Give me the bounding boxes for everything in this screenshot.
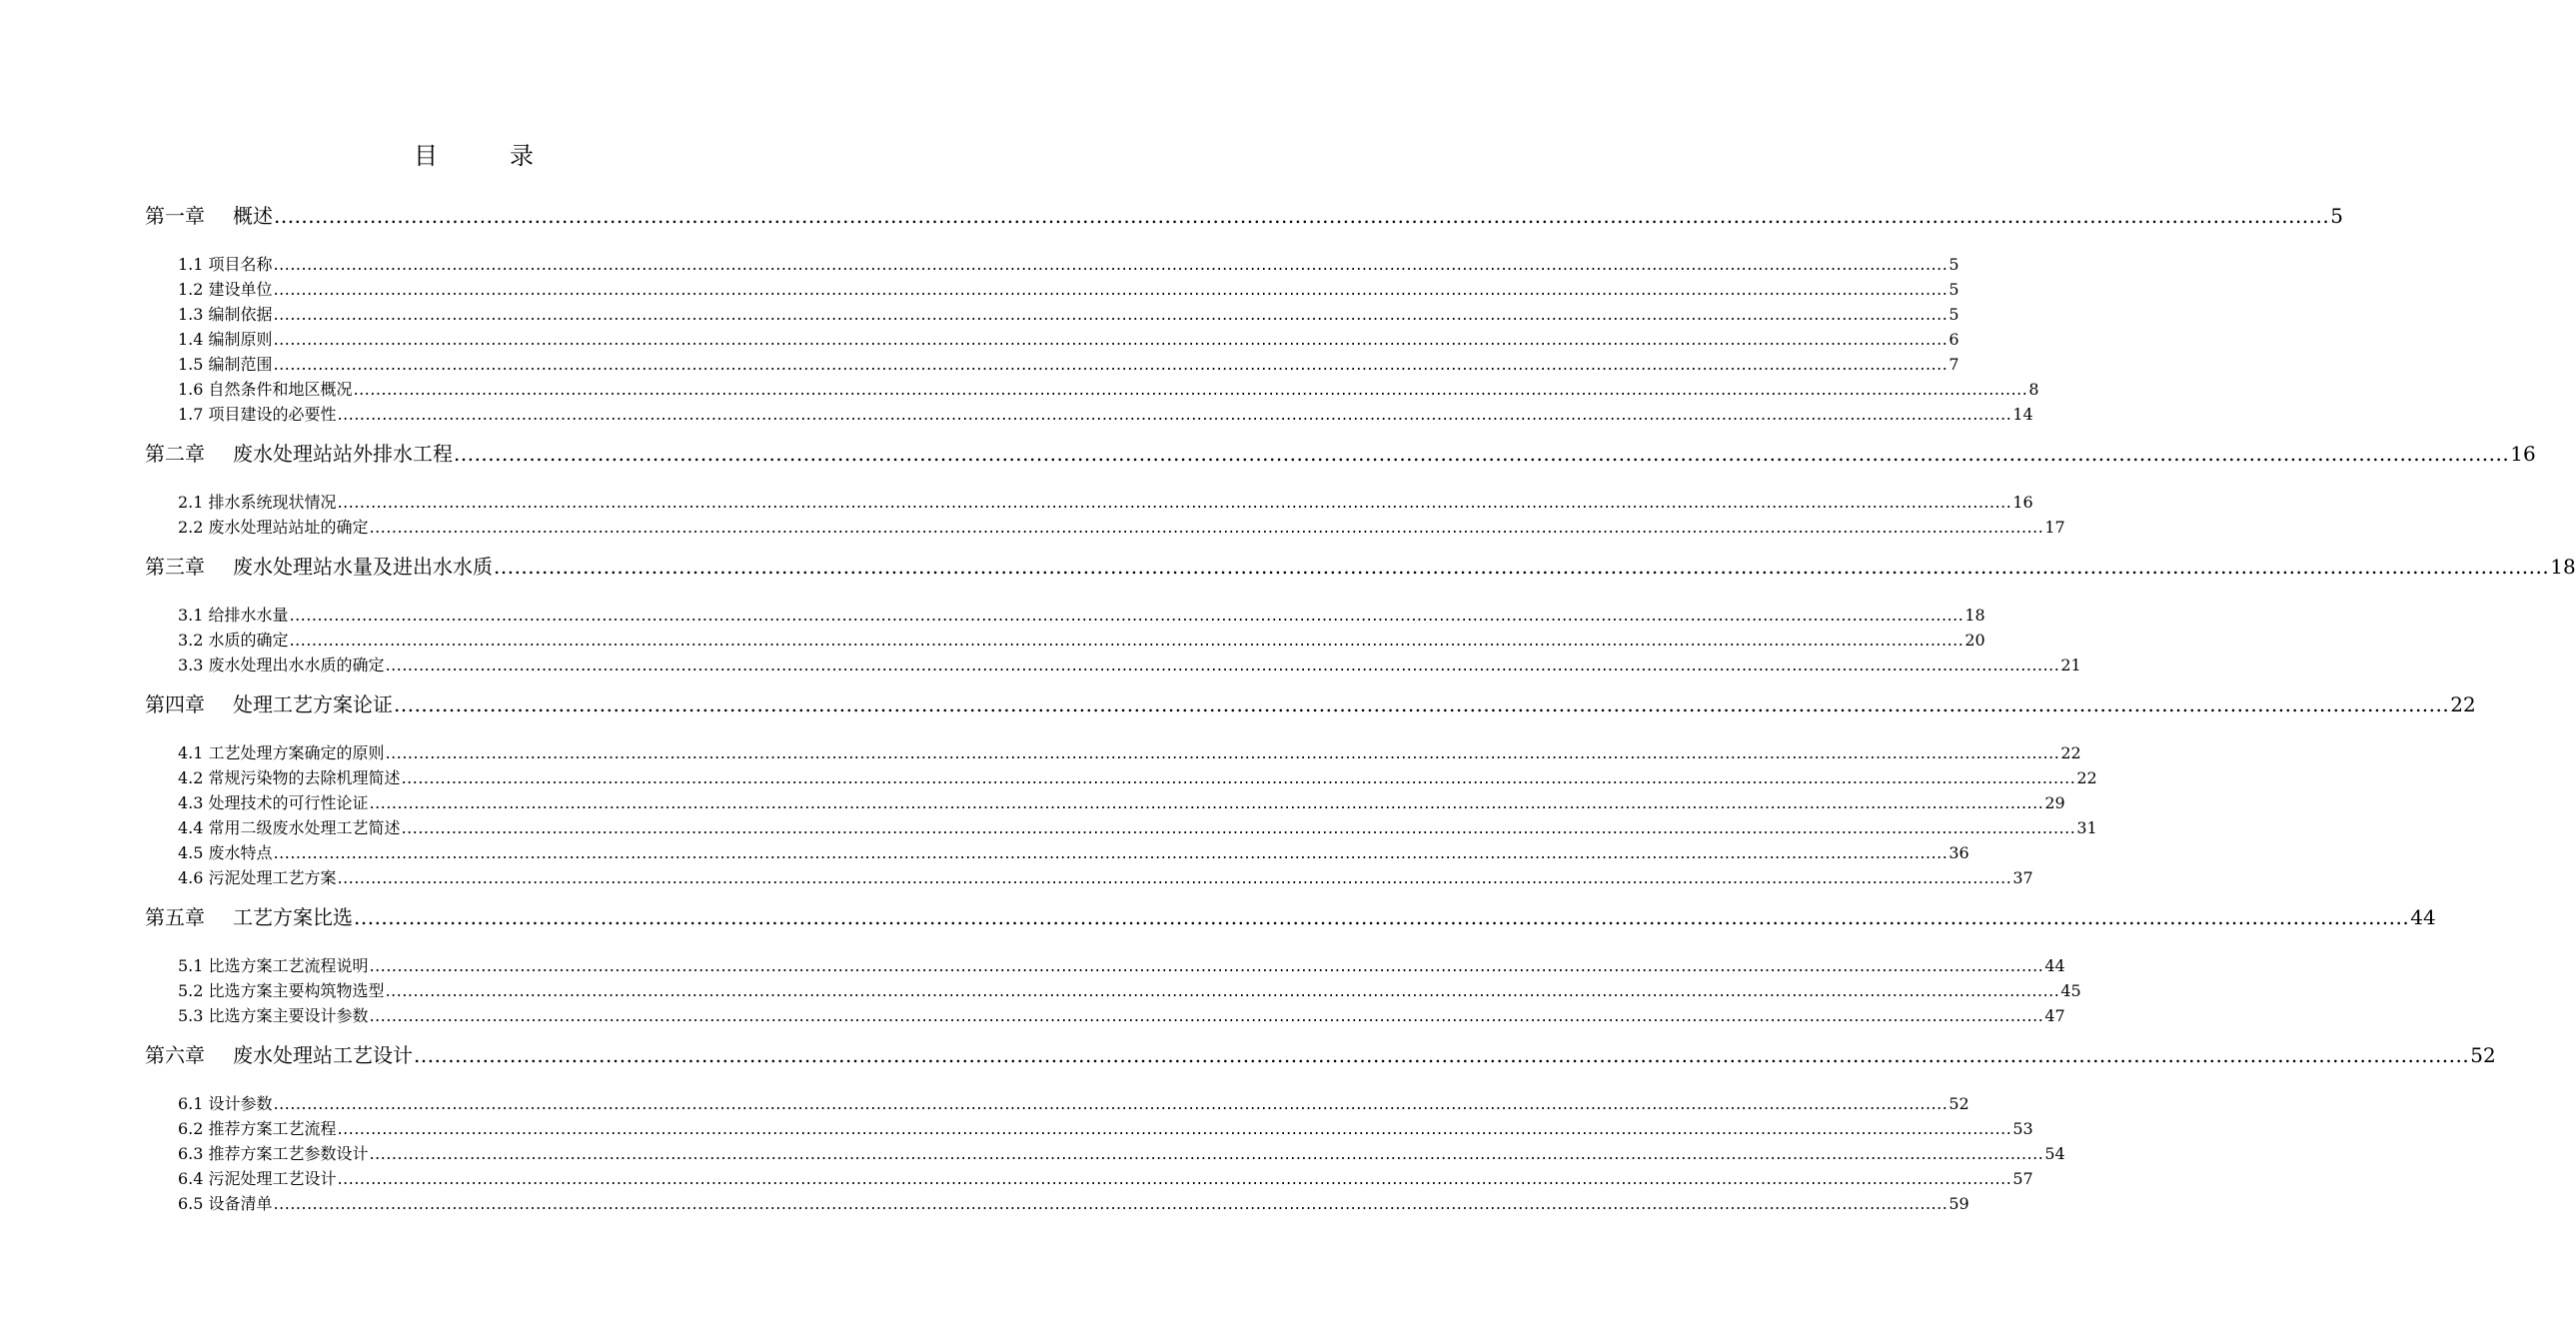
section-page-number: 5 <box>1948 280 1959 299</box>
dot-leader: ............................................................................................................................................................................................................................................................................................................ <box>401 768 2076 787</box>
section-title: 比选方案工艺流程说明 <box>208 956 369 975</box>
toc-section-entry[interactable] <box>178 277 1959 300</box>
section-page-number: 52 <box>1948 1094 1969 1113</box>
section-number: 6.4 <box>178 1169 204 1188</box>
section-number: 5.1 <box>178 956 204 975</box>
section-title: 污泥处理工艺方案 <box>208 868 337 887</box>
toc-section-entry[interactable] <box>178 1141 2065 1164</box>
section-title: 编制依据 <box>208 305 273 324</box>
dot-leader: ............................................................................................................................................................................................................................................................................................................ <box>369 518 2044 537</box>
section-label <box>178 865 337 888</box>
section-number: 4.5 <box>178 843 204 862</box>
section-page-number: 5 <box>1948 255 1959 274</box>
chapter-page-number: 52 <box>2470 1043 2496 1067</box>
dot-leader: ............................................................................................................................................................................................................................................................................................................ <box>369 1144 2044 1163</box>
section-page-number: 31 <box>2076 818 2097 837</box>
section-label <box>178 1116 337 1139</box>
section-label <box>178 277 273 300</box>
toc-chapter-entry[interactable] <box>145 688 2476 717</box>
section-label <box>178 252 273 275</box>
section-label <box>178 327 273 350</box>
toc-title: 目 录 <box>414 142 558 170</box>
toc-section-entry[interactable] <box>178 953 2065 976</box>
section-label <box>178 790 369 813</box>
toc-chapter-entry[interactable] <box>145 1039 2496 1068</box>
section-page-number: 20 <box>1964 631 1985 650</box>
section-number: 2.1 <box>178 493 204 512</box>
toc-section-entry[interactable] <box>178 840 1969 863</box>
chapter-page-number: 18 <box>2550 555 2576 579</box>
section-title: 推荐方案工艺流程 <box>208 1119 337 1138</box>
section-number: 6.1 <box>178 1094 204 1113</box>
section-number: 3.1 <box>178 606 204 625</box>
section-title: 排水系统现状情况 <box>208 493 337 512</box>
chapter-title: 废水处理站工艺设计 <box>233 1043 413 1067</box>
toc-section-entry[interactable] <box>178 815 2097 838</box>
section-number: 4.1 <box>178 743 204 762</box>
section-page-number: 47 <box>2044 1006 2065 1025</box>
toc-section-entry[interactable] <box>178 978 2081 1001</box>
section-page-number: 6 <box>1948 330 1959 349</box>
toc-chapter-entry[interactable] <box>145 901 2436 930</box>
section-label <box>178 377 353 400</box>
section-title: 设备清单 <box>208 1194 273 1213</box>
section-title: 废水处理站站址的确定 <box>208 518 369 537</box>
section-label <box>178 1003 369 1026</box>
toc-section-entry[interactable] <box>178 603 1985 626</box>
dot-leader: ............................................................................................................................................................................................................................................................................................................ <box>274 204 2330 228</box>
section-title: 废水特点 <box>208 843 273 862</box>
section-label <box>178 603 289 626</box>
chapter-label <box>145 1039 413 1068</box>
section-label <box>178 515 369 538</box>
section-title: 编制范围 <box>208 355 273 374</box>
section-page-number: 45 <box>2060 981 2081 1000</box>
section-page-number: 17 <box>2044 518 2065 537</box>
toc-section-entry[interactable] <box>178 653 2081 675</box>
section-label <box>178 490 337 513</box>
toc-section-entry[interactable] <box>178 1091 1969 1114</box>
chapter-page-number: 44 <box>2410 905 2436 929</box>
dot-leader: ............................................................................................................................................................................................................................................................................................................ <box>414 1043 2470 1067</box>
chapter-page-number: 16 <box>2510 442 2536 466</box>
chapter-title: 工艺方案比选 <box>233 905 353 929</box>
section-title: 处理技术的可行性论证 <box>208 793 369 812</box>
section-title: 推荐方案工艺参数设计 <box>208 1144 369 1163</box>
section-page-number: 36 <box>1948 843 1969 862</box>
section-label <box>178 402 337 425</box>
dot-leader: ............................................................................................................................................................................................................................................................................................................ <box>337 868 2012 887</box>
dot-leader: ............................................................................................................................................................................................................................................................................................................ <box>354 905 2410 929</box>
section-title: 比选方案主要设计参数 <box>208 1006 369 1025</box>
section-title: 废水处理出水水质的确定 <box>208 656 385 674</box>
chapter-label <box>145 901 353 930</box>
section-page-number: 37 <box>2012 868 2033 887</box>
dot-leader: ............................................................................................................................................................................................................................................................................................................ <box>385 656 2060 674</box>
section-title: 常用二级废水处理工艺简述 <box>208 818 401 837</box>
chapter-number: 第四章 <box>145 692 205 716</box>
toc-section-entry[interactable] <box>178 628 1985 651</box>
dot-leader: ............................................................................................................................................................................................................................................................................................................ <box>273 1194 1948 1213</box>
toc-section-entry[interactable] <box>178 1166 2033 1189</box>
section-page-number: 22 <box>2060 743 2081 762</box>
dot-leader: ............................................................................................................................................................................................................................................................................................................ <box>401 818 2076 837</box>
dot-leader: ............................................................................................................................................................................................................................................................................................................ <box>385 981 2060 1000</box>
section-page-number: 57 <box>2012 1169 2033 1188</box>
section-label <box>178 1166 337 1189</box>
section-title: 给排水水量 <box>208 606 289 625</box>
section-title: 常规污染物的去除机理简述 <box>208 768 401 787</box>
section-page-number: 14 <box>2012 405 2033 424</box>
section-number: 6.5 <box>178 1194 204 1213</box>
section-number: 6.3 <box>178 1144 204 1163</box>
section-page-number: 21 <box>2060 656 2081 674</box>
chapter-title: 概述 <box>233 204 273 228</box>
dot-leader: ............................................................................................................................................................................................................................................................................................................ <box>289 606 1964 625</box>
dot-leader: ............................................................................................................................................................................................................................................................................................................ <box>273 1094 1948 1113</box>
toc-section-entry[interactable] <box>178 865 2033 888</box>
section-number: 5.3 <box>178 1006 204 1025</box>
section-number: 4.6 <box>178 868 204 887</box>
dot-leader: ............................................................................................................................................................................................................................................................................................................ <box>494 555 2550 579</box>
dot-leader: ............................................................................................................................................................................................................................................................................................................ <box>369 793 2044 812</box>
dot-leader: ............................................................................................................................................................................................................................................................................................................ <box>273 843 1948 862</box>
chapter-number: 第三章 <box>145 555 205 579</box>
toc-section-entry[interactable] <box>178 302 1959 325</box>
section-title: 工艺处理方案确定的原则 <box>208 743 385 762</box>
chapter-title: 废水处理站站外排水工程 <box>233 442 453 466</box>
toc-section-entry[interactable] <box>178 402 2033 425</box>
section-page-number: 5 <box>1948 305 1959 324</box>
dot-leader: ............................................................................................................................................................................................................................................................................................................ <box>353 380 2028 399</box>
toc-section-entry[interactable] <box>178 790 2065 813</box>
section-label <box>178 653 385 675</box>
section-number: 4.3 <box>178 793 204 812</box>
toc-section-entry[interactable] <box>178 1116 2033 1139</box>
section-title: 编制原则 <box>208 330 273 349</box>
section-page-number: 54 <box>2044 1144 2065 1163</box>
section-label <box>178 815 401 838</box>
section-number: 2.2 <box>178 518 204 537</box>
toc-section-entry[interactable] <box>178 1003 2065 1026</box>
section-label <box>178 840 273 863</box>
chapter-number: 第五章 <box>145 905 205 929</box>
chapter-number: 第六章 <box>145 1043 205 1067</box>
section-title: 项目建设的必要性 <box>208 405 337 424</box>
dot-leader: ............................................................................................................................................................................................................................................................................................................ <box>273 355 1948 374</box>
section-label <box>178 953 369 976</box>
chapter-label <box>145 551 493 580</box>
section-number: 1.7 <box>178 405 204 424</box>
chapter-number: 第二章 <box>145 442 205 466</box>
dot-leader: ............................................................................................................................................................................................................................................................................................................ <box>454 442 2510 466</box>
toc-section-entry[interactable] <box>178 252 1959 275</box>
toc-section-entry[interactable] <box>178 740 2081 763</box>
section-title: 自然条件和地区概况 <box>208 380 353 399</box>
chapter-page-number: 5 <box>2330 204 2343 228</box>
chapter-label <box>145 688 393 717</box>
dot-leader: ............................................................................................................................................................................................................................................................................................................ <box>273 280 1948 299</box>
section-number: 1.3 <box>178 305 204 324</box>
section-title: 设计参数 <box>208 1094 273 1113</box>
section-label <box>178 1091 273 1114</box>
chapter-title: 处理工艺方案论证 <box>233 692 393 716</box>
toc-section-entry[interactable] <box>178 377 2039 400</box>
section-page-number: 22 <box>2076 768 2097 787</box>
chapter-page-number: 22 <box>2450 692 2476 716</box>
section-number: 1.6 <box>178 380 204 399</box>
section-page-number: 44 <box>2044 956 2065 975</box>
section-title: 污泥处理工艺设计 <box>208 1169 337 1188</box>
toc-section-entry[interactable] <box>178 490 2033 513</box>
section-number: 1.5 <box>178 355 204 374</box>
section-title: 比选方案主要构筑物选型 <box>208 981 385 1000</box>
toc-chapter-entry[interactable] <box>145 200 2343 229</box>
section-title: 建设单位 <box>208 280 273 299</box>
dot-leader: ............................................................................................................................................................................................................................................................................................................ <box>369 956 2044 975</box>
toc-section-entry[interactable] <box>178 327 1959 350</box>
section-label <box>178 765 401 788</box>
section-number: 5.2 <box>178 981 204 1000</box>
dot-leader: ............................................................................................................................................................................................................................................................................................................ <box>337 1169 2012 1188</box>
section-title: 水质的确定 <box>208 631 289 650</box>
section-title: 项目名称 <box>208 255 273 274</box>
dot-leader: ............................................................................................................................................................................................................................................................................................................ <box>289 631 1964 650</box>
section-number: 1.2 <box>178 280 204 299</box>
dot-leader: ............................................................................................................................................................................................................................................................................................................ <box>273 330 1948 349</box>
section-page-number: 53 <box>2012 1119 2033 1138</box>
section-page-number: 59 <box>1948 1194 1969 1213</box>
section-number: 3.2 <box>178 631 204 650</box>
section-page-number: 8 <box>2028 380 2039 399</box>
dot-leader: ............................................................................................................................................................................................................................................................................................................ <box>337 493 2012 512</box>
section-number: 3.3 <box>178 656 204 674</box>
section-label <box>178 1191 273 1214</box>
toc-section-entry[interactable] <box>178 1191 1969 1214</box>
dot-leader: ............................................................................................................................................................................................................................................................................................................ <box>337 405 2012 424</box>
chapter-title: 废水处理站水量及进出水水质 <box>233 555 493 579</box>
section-page-number: 18 <box>1964 606 1985 625</box>
section-number: 4.4 <box>178 818 204 837</box>
dot-leader: ............................................................................................................................................................................................................................................................................................................ <box>385 743 2060 762</box>
toc-chapter-entry[interactable] <box>145 551 2576 580</box>
dot-leader: ............................................................................................................................................................................................................................................................................................................ <box>273 305 1948 324</box>
chapter-number: 第一章 <box>145 204 205 228</box>
section-number: 1.4 <box>178 330 204 349</box>
section-label <box>178 628 289 651</box>
section-label <box>178 978 385 1001</box>
dot-leader: ............................................................................................................................................................................................................................................................................................................ <box>394 692 2450 716</box>
dot-leader: ............................................................................................................................................................................................................................................................................................................ <box>369 1006 2044 1025</box>
section-number: 6.2 <box>178 1119 204 1138</box>
dot-leader: ............................................................................................................................................................................................................................................................................................................ <box>337 1119 2012 1138</box>
toc-section-entry[interactable] <box>178 352 1959 375</box>
section-page-number: 29 <box>2044 793 2065 812</box>
chapter-label <box>145 438 453 467</box>
toc-section-entry[interactable] <box>178 765 2097 788</box>
toc-section-entry[interactable] <box>178 515 2065 538</box>
section-page-number: 16 <box>2012 493 2033 512</box>
chapter-label <box>145 200 273 229</box>
section-page-number: 7 <box>1948 355 1959 374</box>
section-label <box>178 740 385 763</box>
section-number: 1.1 <box>178 255 204 274</box>
section-label <box>178 302 273 325</box>
section-label <box>178 1141 369 1164</box>
dot-leader: ............................................................................................................................................................................................................................................................................................................ <box>273 255 1948 274</box>
section-label <box>178 352 273 375</box>
section-number: 4.2 <box>178 768 204 787</box>
toc-chapter-entry[interactable] <box>145 438 2536 467</box>
